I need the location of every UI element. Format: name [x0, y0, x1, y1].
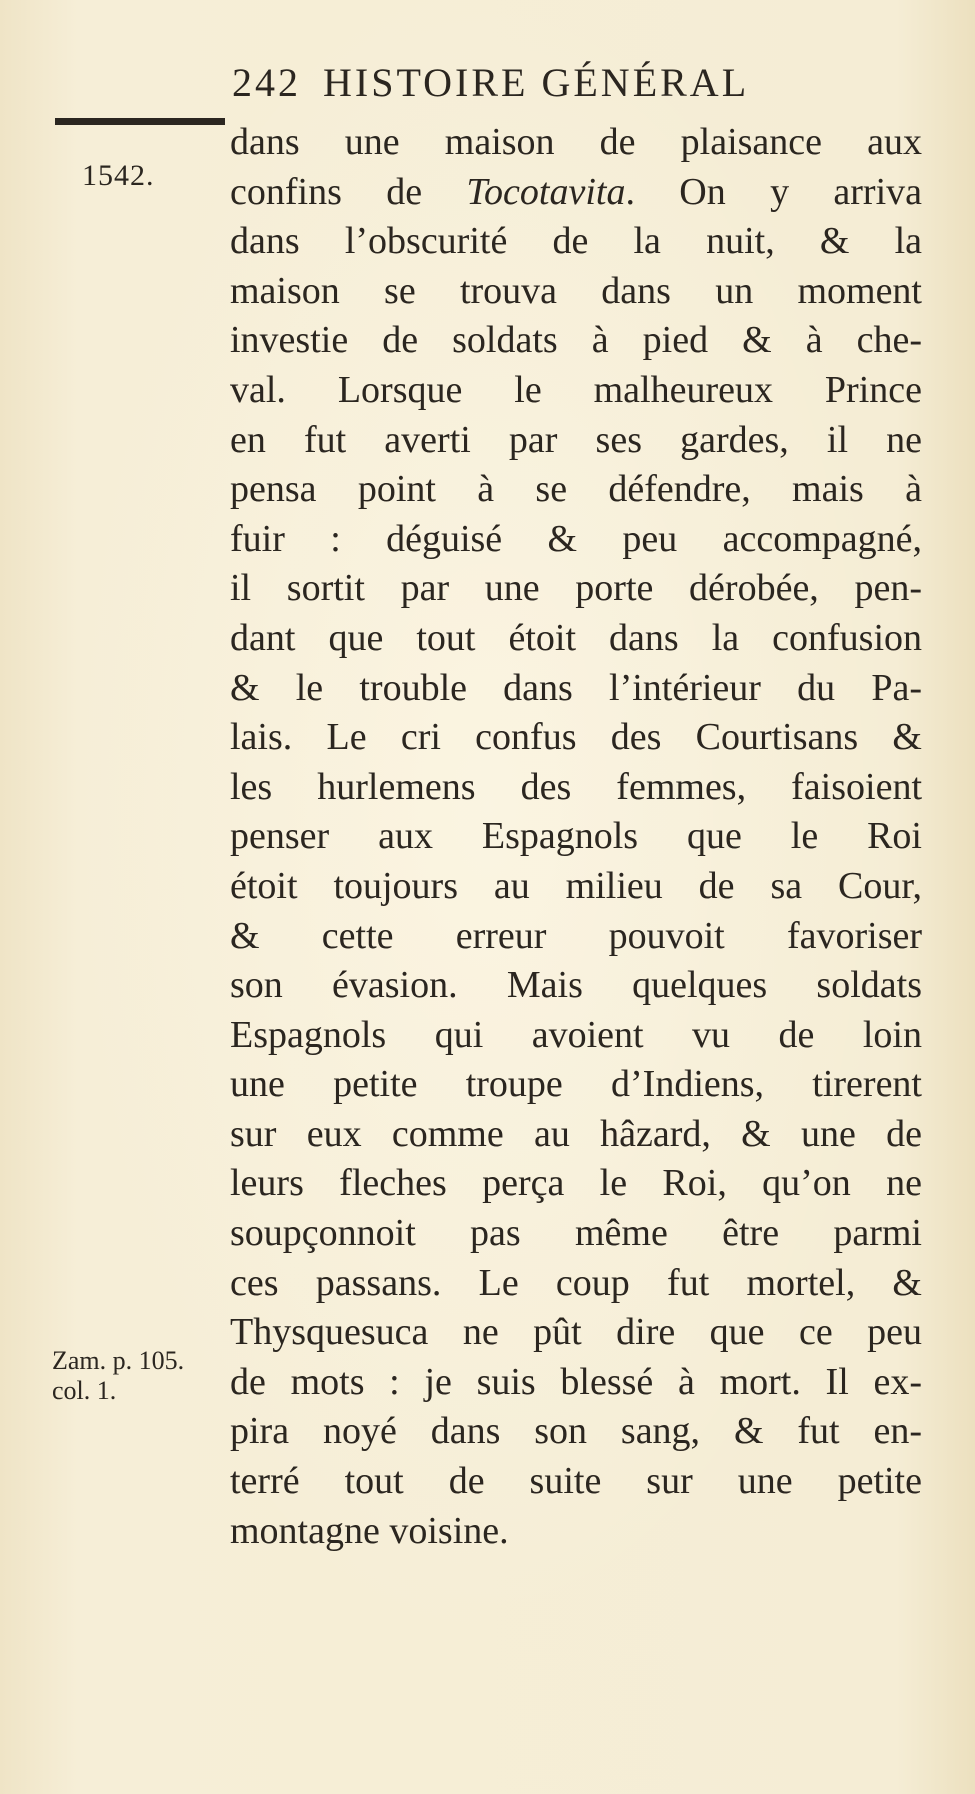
text-line: val. Lorsque le malheureux Prince — [230, 368, 922, 411]
margin-note-line: Zam. p. 105. — [52, 1346, 185, 1375]
text-line: pensa point à se défendre, mais à — [230, 468, 922, 511]
text-line: soupçonnoit pas même être parmi — [230, 1212, 922, 1255]
text-line: les hurlemens des femmes, faisoient — [230, 765, 922, 808]
page-number: 242 — [232, 60, 301, 105]
text-line: son évasion. Mais quelques soldats — [230, 964, 922, 1007]
text-line: dant que tout étoit dans la confusion — [230, 616, 922, 659]
text-line: en fut averti par ses gardes, il ne — [230, 418, 922, 461]
text-line: étoit toujours au milieu de sa Cour, — [230, 864, 922, 907]
text-line: dans une maison de plaisance aux — [230, 121, 922, 163]
text-line: & le trouble dans l’intérieur du Pa- — [230, 666, 922, 709]
text-segment: confins de — [230, 170, 467, 213]
margin-rule — [55, 118, 225, 125]
text-line: de mots : je suis blessé à mort. Il ex- — [230, 1360, 922, 1403]
text-line: leurs fleches perça le Roi, qu’on ne — [230, 1162, 922, 1205]
text-line: ces passans. Le coup fut mortel, & — [230, 1261, 922, 1304]
text-line: dans l’obscurité de la nuit, & la — [230, 220, 922, 263]
text-line: terré tout de suite sur une petite — [230, 1460, 922, 1503]
margin-note — [52, 1346, 184, 1406]
margin-year: 1542. — [82, 159, 155, 192]
text-line: investie de soldats à pied & à che- — [230, 319, 922, 362]
text-line: pira noyé dans son sang, & fut en- — [230, 1410, 922, 1453]
text-line: sur eux comme au hâzard, & une de — [230, 1112, 922, 1155]
running-header — [232, 58, 832, 108]
text-line: Espagnols qui avoient vu de loin — [230, 1013, 922, 1056]
text-line: maison se trouva dans un moment — [230, 269, 922, 312]
body-text — [230, 118, 922, 1556]
text-line: penser aux Espagnols que le Roi — [230, 815, 922, 858]
text-line: & cette erreur pouvoit favoriser — [230, 914, 922, 957]
text-line — [230, 168, 922, 218]
text-line: il sortit par une porte dérobée, pen- — [230, 567, 922, 610]
text-line: lais. Le cri confus des Courtisans & — [230, 716, 922, 759]
text-line: Thysquesuca ne pût dire que ce peu — [230, 1311, 922, 1354]
text-line: montagne voisine. — [230, 1509, 509, 1552]
margin-note-line: col. 1. — [52, 1376, 117, 1405]
text-line: fuir : déguisé & peu accompagné, — [230, 517, 922, 560]
text-line: une petite troupe d’Indiens, tirerent — [230, 1063, 922, 1106]
running-title: HISTOIRE GÉNÉRAL — [323, 60, 750, 105]
text-segment: . On y arriva — [625, 170, 923, 213]
place-name: Tocotavita — [466, 170, 626, 213]
